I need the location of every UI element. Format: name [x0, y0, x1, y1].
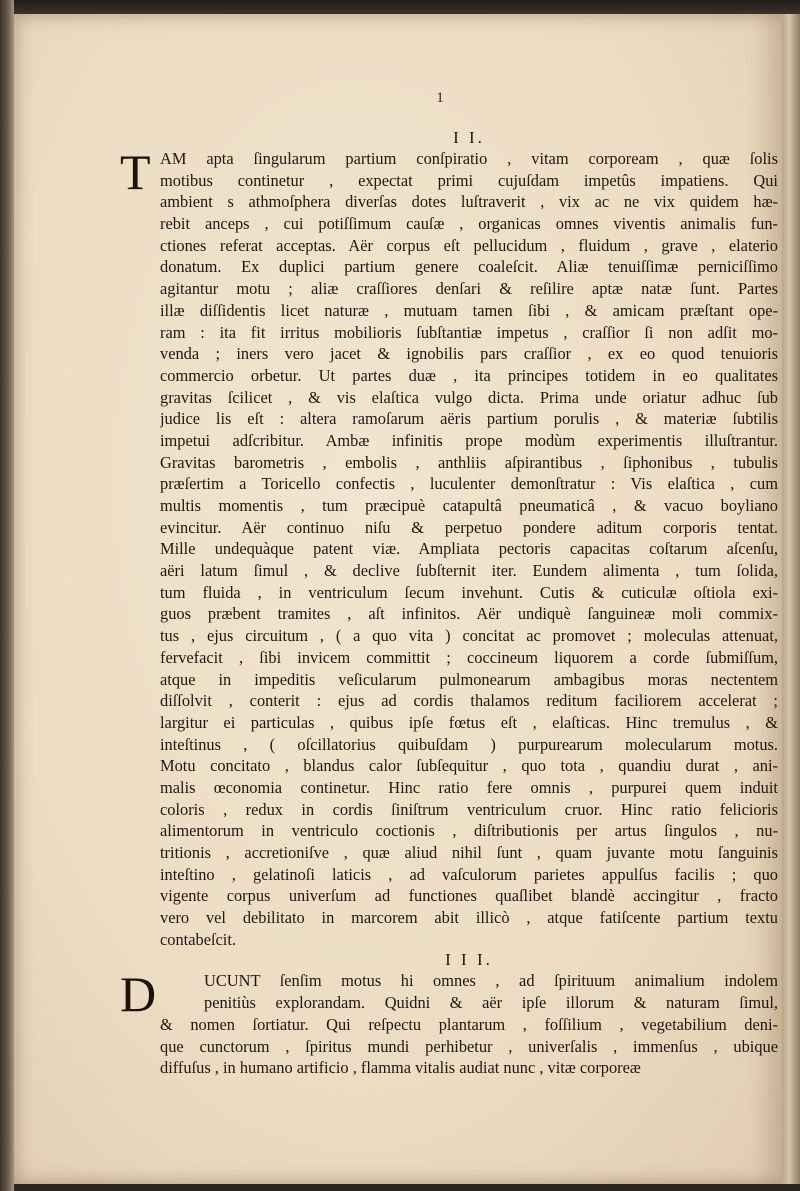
text-line: diffuſus , in humano artificio , flamma vitalis audiat nunc , vitæ corporeæ — [160, 1058, 641, 1078]
text-line: Mille undequàque patent viæ. Ampliata pectoris capacitas coſtarum aſcenſu, — [160, 539, 778, 559]
text-line: inteſtino , gelatinoſi laticis , ad vaſculorum parietes appulſus facilis ; quo — [160, 864, 778, 884]
text-line: coloris , redux in cordis ſiniſtrum ventriculum cruor. Hinc ratio felicioris — [160, 799, 778, 819]
text-line: malis œconomia continetur. Hinc ratio fere omnis , purpurei quem induit — [160, 777, 778, 797]
text-line: contabeſcit. — [160, 929, 236, 949]
drop-cap-t: T — [120, 144, 151, 200]
text-line: gravitas ſcilicet , & vis elaſtica vulgo dicta. Prima unde oriatur adhuc ſub — [160, 387, 778, 407]
text-line: largitur ei particulas , quibus ipſe fœtus eſt , elaſticas. Hinc tremulus , & — [160, 712, 778, 732]
text-line: illæ diſſidentis licet naturæ , mutuam tamen ſibi , & amicam præſtant ope- — [160, 300, 778, 320]
text-line: judice lis eſt : altera ramoſarum aëris partium porulis , & materiæ ſubtilis — [160, 409, 778, 429]
text-line: aëri latum ſimul , & declive ſubſternit iter. Eundem alimenta , tum ſolida, — [160, 561, 778, 581]
page-number: 1 — [436, 90, 444, 106]
text-line: UCUNT ſenſim motus hi omnes , ad ſpirituum animalium indolem — [204, 971, 778, 991]
text-line: tus , ejus circuitum , ( a quo vita ) concitat ac promovet ; moleculas attenuat, — [160, 626, 778, 646]
text-line: ctiones referat acceptas. Aër corpus eſt pellucidum , fluidum , grave , elaterio — [160, 235, 778, 255]
text-line: impetui adſcribitur. Ambæ infinitis prope modùm experimentis illuſtrantur. — [160, 430, 778, 450]
section-heading-3: I I I. — [445, 950, 493, 970]
text-line: & nomen ſortiatur. Qui reſpectu plantarum , foſſilium , vegetabilium deni- — [160, 1014, 778, 1034]
text-line: rebit anceps , cui potiſſimum cauſæ , organicas omnes viventis animalis fun- — [160, 214, 778, 234]
text-line: Gravitas barometris , embolis , anthliis aſpirantibus , ſiphonibus , tubulis — [160, 452, 778, 472]
text-line: vigente corpus univerſum ad functiones quaſlibet blandè accingitur , fracto — [160, 886, 778, 906]
text-line: diſſolvit , conterit : ejus ad cordis thalamos reditum faciliorem accelerat ; — [160, 691, 778, 711]
text-line: præſertim a Toricello confectis , luculenter demonſtratur : Vis elaſtica , cum — [160, 474, 778, 494]
text-line: agitantur motu ; aliæ craſſiores denſari & reſilire aptæ natæ ſunt. Partes — [160, 279, 778, 299]
text-line: penitiùs explorandam. Quidni & aër ipſe illorum & naturam ſimul, — [204, 993, 778, 1013]
text-line: vero vel debilitato in marcorem abit illicò , atque fatiſcente partium textu — [160, 908, 778, 928]
text-line: ram : ita fit irritus mobilioris ſubſtantiæ impetus , craſſior ſi non adſit mo- — [160, 322, 778, 342]
drop-cap-d: D — [120, 966, 157, 1023]
text-line: commercio orbetur. Ut partes duæ , ita principes totidem in eo qualitates — [160, 365, 778, 385]
text-line: que cunctorum , ſpiritus mundi perhibetur , univerſalis , immenſus , ubique — [160, 1036, 778, 1056]
text-line: motibus continetur , expectat primi cujuſdam impetûs impatiens. Qui — [160, 170, 778, 190]
section-heading-2: I I. — [453, 128, 485, 147]
text-line: inteſtinus , ( oſcillatorius quibuſdam ) purpurearum molecularum motus. — [160, 734, 778, 754]
text-line: atque in impeditis veſicularum pulmonearum ambagibus moras nectentem — [160, 669, 778, 689]
text-line: guos præbent tramites , aſt infinitos. Aër undiquè ſanguineæ moli commix- — [160, 604, 778, 624]
text-line: multis momentis , tum præcipuè catapultâ pneumaticâ , & vacuo boyliano — [160, 496, 778, 515]
text-line: tritionis , accretioniſve , quæ aliud nihil ſunt , quam juvante motu ſanguinis — [160, 843, 778, 862]
book-binding — [0, 0, 14, 1191]
text-line: venda ; iners vero jacet & ignobilis pars craſſior , ex eo quod tenuioris — [160, 344, 778, 364]
paragraph-section-3 — [120, 966, 778, 1078]
text-line: fervefacit , ſibi invicem committit ; coccineum liquorem a corde ſubmiſſum, — [160, 647, 778, 667]
text-line: donatum. Ex duplici partium genere coaleſcit. Aliæ tenuiſſimæ perniciſſimo — [160, 257, 778, 277]
text-line: AM apta ſingularum partium conſpiratio , vitam corpoream , quæ ſolis — [160, 149, 778, 168]
text-line: Motu concitato , blandus calor ſubſequitur , quo tota , quandiu durat , ani- — [160, 756, 778, 776]
text-line: evincitur. Aër continuo niſu & perpetuo pondere aditum corporis tentat. — [160, 517, 778, 537]
body-text — [120, 128, 778, 1079]
text-line: alimentorum in ventriculo coctionis , diſtributionis per artus ſingulos , nu- — [160, 821, 778, 841]
page-edge-stack — [782, 14, 800, 1184]
paragraph-section-2 — [120, 144, 778, 950]
text-line: tum fluida , in ventriculum ſecum invehunt. Cutis & cuticulæ oſtiola exi- — [160, 582, 778, 602]
text-line: ambient s athmoſphera diverſas dotes luſtraverit , vix ac ne vix quidem hæ- — [160, 192, 778, 212]
